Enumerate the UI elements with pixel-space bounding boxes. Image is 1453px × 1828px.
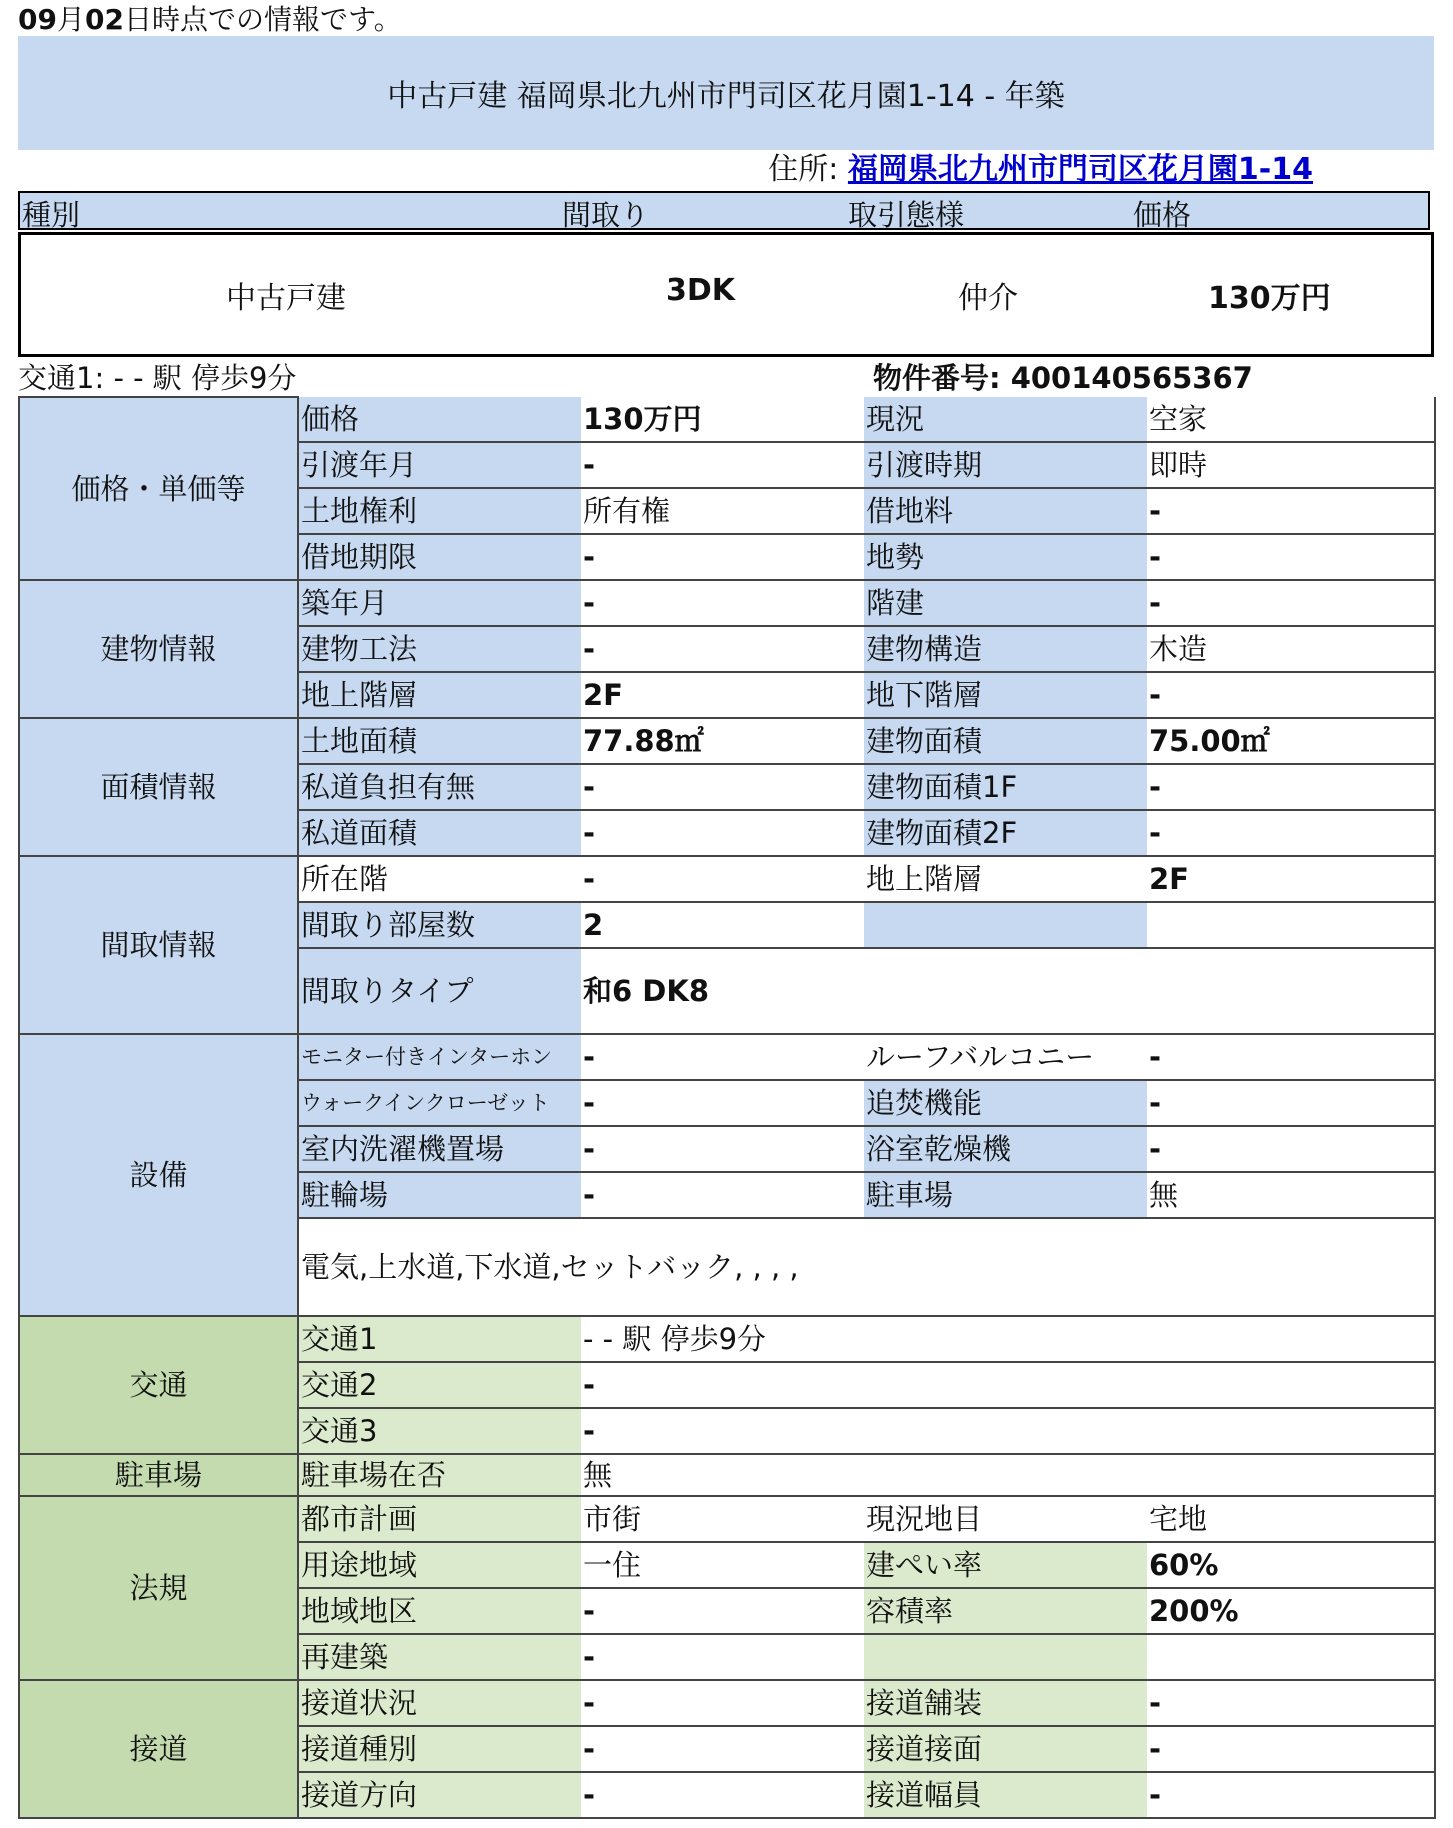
label-structure: 建物構造 [864,626,1147,672]
value-reheating: - [1147,1080,1435,1126]
value-intercom: - [581,1034,864,1080]
summary-transaction: 仲介 [958,281,1018,316]
value-layout-type: 和6 DK8 [581,948,1435,1034]
value-structure: 木造 [1147,626,1435,672]
value-land-category: 宅地 [1147,1496,1435,1542]
value-building-area: 75.00㎡ [1147,718,1435,764]
value-road-type: - [581,1726,864,1772]
summary-values [18,232,1434,357]
label-layout-type: 間取りタイプ [298,948,581,1034]
value-walk-in-closet: - [581,1080,864,1126]
value-roof-balcony: - [1147,1034,1435,1080]
summary-layout: 3DK [666,273,736,308]
label-building-area-1f: 建物面積1F [864,764,1147,810]
table-row [19,1034,1435,1080]
value-city-planning: 市街 [581,1496,864,1542]
label-city-planning: 都市計画 [298,1496,581,1542]
section-parking: 駐車場 [19,1454,298,1496]
value-road-direction: - [581,1772,864,1818]
label-bath-dryer: 浴室乾燥機 [864,1126,1147,1172]
value-lease-term: - [581,534,864,580]
label-above-ground: 地上階層 [298,672,581,718]
page-title: 中古戸建 福岡県北九州市門司区花月園1-14 - 年築 [18,36,1434,150]
label-reheating: 追焚機能 [864,1080,1147,1126]
value-zoning: 一住 [581,1542,864,1588]
label-floor-level: 所在階 [298,856,581,902]
label-district: 地域地区 [298,1588,581,1634]
label-below-ground: 地下階層 [864,672,1147,718]
table-row [19,1496,1435,1542]
label-land-area: 土地面積 [298,718,581,764]
value-bath-dryer: - [1147,1126,1435,1172]
summary-header-price: 価格 [1133,198,1192,232]
value-room-count: 2 [581,902,864,948]
value-price: 130万円 [581,397,864,442]
summary-type: 中古戸建 [226,281,346,316]
summary-header-layout: 間取り [562,198,650,232]
label-road-frontage: 接道接面 [864,1726,1147,1772]
label-rebuild: 再建築 [298,1634,581,1680]
section-price: 価格・単価等 [19,397,298,580]
value-terrain: - [1147,534,1435,580]
summary-header [18,191,1430,230]
value-empty [1147,902,1435,948]
value-above-ground: 2F [581,672,864,718]
value-parking: 無 [1147,1172,1435,1218]
value-built-date: - [581,580,864,626]
label-land-category: 現況地目 [864,1496,1147,1542]
label-price: 価格 [298,397,581,442]
label-building-area-2f: 建物面積2F [864,810,1147,856]
value-delivery-time: 即時 [1147,442,1435,488]
value-below-ground: - [1147,672,1435,718]
label-empty-law [864,1634,1147,1680]
table-row [19,580,1435,626]
label-washer-space: 室内洗濯機置場 [298,1126,581,1172]
value-traffic-2: - [581,1362,1435,1408]
table-row [19,718,1435,764]
section-road: 接道 [19,1680,298,1818]
label-delivery-time: 引渡時期 [864,442,1147,488]
label-land-right: 土地権利 [298,488,581,534]
value-construction-method: - [581,626,864,672]
section-area: 面積情報 [19,718,298,856]
label-empty [864,902,1147,948]
equipment-note: 電気,上水道,下水道,セットバック, , , , [298,1218,1435,1316]
value-empty-law [1147,1634,1435,1680]
label-traffic-1: 交通1 [298,1316,581,1362]
address-label: 住所: [768,152,839,187]
value-delivery-month: - [581,442,864,488]
as-of-notice: 09月02日時点での情報です。 [18,3,402,36]
value-building-area-1f: - [1147,764,1435,810]
label-private-road: 私道負担有無 [298,764,581,810]
value-bicycle-parking: - [581,1172,864,1218]
summary-price: 130万円 [1208,281,1331,316]
value-traffic-3: - [581,1408,1435,1454]
label-room-count: 間取り部屋数 [298,902,581,948]
table-row [19,397,1435,442]
label-road-width: 接道幅員 [864,1772,1147,1818]
value-road-width: - [1147,1772,1435,1818]
value-traffic-1: - - 駅 停歩9分 [581,1316,1435,1362]
label-floors: 階建 [864,580,1147,626]
label-above-ground-floors: 地上階層 [864,856,1147,902]
value-rebuild: - [581,1634,864,1680]
address-link[interactable]: 福岡県北九州市門司区花月園1-14 [847,152,1313,187]
label-construction-method: 建物工法 [298,626,581,672]
value-road-frontage: - [1147,1726,1435,1772]
value-district: - [581,1588,864,1634]
section-building: 建物情報 [19,580,298,718]
label-road-paving: 接道舗装 [864,1680,1147,1726]
table-row [19,1454,1435,1496]
label-zoning: 用途地域 [298,1542,581,1588]
section-equipment: 設備 [19,1034,298,1316]
value-coverage-ratio: 60% [1147,1542,1435,1588]
label-roof-balcony: ルーフバルコニー [864,1034,1147,1080]
value-land-rent: - [1147,488,1435,534]
value-current: 空家 [1147,397,1435,442]
label-road-direction: 接道方向 [298,1772,581,1818]
property-number: 物件番号: 400140565367 [873,361,1253,395]
label-road-type: 接道種別 [298,1726,581,1772]
value-washer-space: - [581,1126,864,1172]
section-layout: 間取情報 [19,856,298,1034]
value-building-area-2f: - [1147,810,1435,856]
label-bicycle-parking: 駐輪場 [298,1172,581,1218]
label-parking: 駐車場 [864,1172,1147,1218]
label-private-road-area: 私道面積 [298,810,581,856]
traffic-summary: 交通1: - - 駅 停歩9分 [18,361,297,395]
value-above-ground-floors: 2F [1147,856,1435,902]
label-building-area: 建物面積 [864,718,1147,764]
table-row [19,1316,1435,1362]
value-floor-area-ratio: 200% [1147,1588,1435,1634]
label-delivery-month: 引渡年月 [298,442,581,488]
value-land-right: 所有権 [581,488,864,534]
value-parking-availability: 無 [581,1454,1435,1496]
value-road-paving: - [1147,1680,1435,1726]
value-floor-level: - [581,856,864,902]
detail-table [18,396,1436,1819]
value-land-area: 77.88㎡ [581,718,864,764]
value-road-status: - [581,1680,864,1726]
label-lease-term: 借地期限 [298,534,581,580]
table-row [19,856,1435,902]
value-private-road-area: - [581,810,864,856]
label-built-date: 築年月 [298,580,581,626]
label-land-rent: 借地料 [864,488,1147,534]
section-traffic: 交通 [19,1316,298,1454]
label-road-status: 接道状況 [298,1680,581,1726]
label-floor-area-ratio: 容積率 [864,1588,1147,1634]
value-floors: - [1147,580,1435,626]
label-terrain: 地勢 [864,534,1147,580]
label-parking-availability: 駐車場在否 [298,1454,581,1496]
label-walk-in-closet: ウォークインクローゼット [298,1080,581,1126]
summary-header-transaction: 取引態様 [848,198,965,232]
value-private-road: - [581,764,864,810]
label-coverage-ratio: 建ぺい率 [864,1542,1147,1588]
label-current: 現況 [864,397,1147,442]
label-intercom: モニター付きインターホン [298,1034,581,1080]
table-row [19,1680,1435,1726]
summary-header-type: 種別 [22,198,81,232]
label-traffic-3: 交通3 [298,1408,581,1454]
label-traffic-2: 交通2 [298,1362,581,1408]
address [768,150,1313,190]
section-law: 法規 [19,1496,298,1680]
